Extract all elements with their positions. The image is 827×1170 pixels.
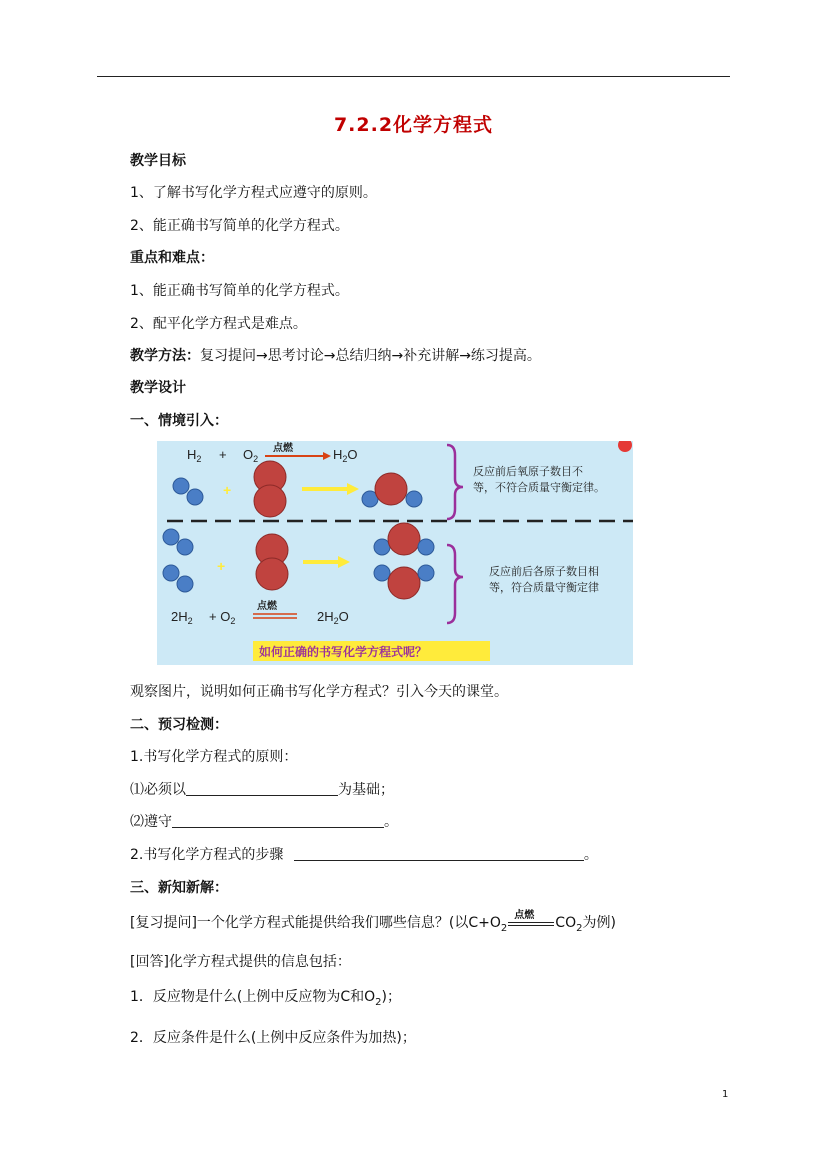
eq2-right: $2H_2O$ — [317, 609, 349, 626]
question-1: 1.书写化学方程式的原则： — [130, 749, 298, 765]
eq1-condition: 点燃 — [273, 443, 293, 454]
note-2-line-2: 等，符合质量守衡定律 — [489, 582, 599, 594]
goal-1: 1、了解书写化学方程式应遵守的原则。 — [130, 185, 377, 201]
info-1-subscript: 2 — [375, 996, 382, 1008]
product-formula: CO — [555, 915, 577, 931]
key-1: 1、能正确书写简单的化学方程式。 — [130, 283, 349, 299]
plus-sign: + — [223, 482, 232, 498]
section-1-heading: 一、情境引入： — [130, 413, 228, 429]
h-atom — [418, 539, 434, 555]
product-subscript: 2 — [576, 922, 583, 934]
review-question-suffix: 为例) — [582, 915, 616, 931]
page-title: 7.2.2化学方程式 — [333, 114, 494, 136]
question-text: 如何正确的书写化学方程式呢？ — [259, 645, 428, 659]
h-atom — [406, 491, 422, 507]
eq1-h2: $H_2$ — [187, 447, 202, 464]
yellow-arrowhead — [347, 483, 359, 495]
info-1-suffix: )； — [381, 989, 402, 1005]
h-atom — [418, 565, 434, 581]
key-heading: 重点和难点： — [130, 250, 214, 266]
info-2: 2．反应条件是什么(上例中反应条件为加热)； — [130, 1030, 416, 1046]
answer-line: [回答]化学方程式提供的信息包括： — [130, 954, 351, 970]
section-2-heading: 二、预习检测： — [130, 717, 228, 733]
question-1a-prefix: ⑴必须以 — [130, 782, 186, 798]
question-1a — [130, 779, 394, 799]
eq1-o2: $O_2$ — [243, 447, 259, 464]
method-text: 复习提问→思考讨论→总结归纳→补充讲解→练习提高。 — [200, 348, 541, 364]
eq2-left: $2H_2$ — [171, 609, 193, 626]
brace-top — [447, 445, 463, 519]
corner-badge — [618, 441, 632, 452]
header-rule — [97, 76, 730, 77]
molecule-diagram — [157, 441, 633, 665]
o-atom — [388, 567, 420, 599]
fill-in-blank[interactable] — [186, 781, 338, 796]
o-atom — [375, 473, 407, 505]
h-atom — [177, 539, 193, 555]
eq2-condition: 点燃 — [257, 601, 277, 612]
reaction-condition: 点燃 — [514, 910, 535, 921]
question-1b — [130, 811, 398, 831]
o-atom — [256, 558, 288, 590]
section-3-heading: 三、新知新解： — [130, 880, 228, 896]
intro-figure — [157, 441, 633, 665]
review-question-text: [复习提问]一个化学方程式能提供给我们哪些信息？(以C+O — [130, 915, 501, 931]
h-atom — [163, 529, 179, 545]
eq2-o2: + $O_2$ — [209, 609, 236, 626]
question-2-suffix: 。 — [583, 847, 598, 863]
goal-2: 2、能正确书写简单的化学方程式。 — [130, 218, 349, 234]
key-2: 2、配平化学方程式是难点。 — [130, 316, 307, 332]
h-atom — [374, 565, 390, 581]
goals-heading: 教学目标 — [130, 153, 186, 169]
method-line — [130, 345, 541, 365]
yellow-arrowhead — [338, 556, 350, 568]
h-atom — [374, 539, 390, 555]
h-atom — [163, 565, 179, 581]
h-atom — [177, 576, 193, 592]
o-atom — [254, 485, 286, 517]
question-2 — [130, 844, 598, 864]
figure-caption: 观察图片，说明如何正确书写化学方程式？引入今天的课堂。 — [130, 684, 508, 700]
info-1 — [130, 986, 401, 1008]
method-label: 教学方法： — [130, 348, 200, 364]
fill-in-blank[interactable] — [294, 846, 584, 861]
eq1-arrowhead — [323, 452, 331, 460]
note-1-line-2: 等，不符合质量守衡定律。 — [473, 482, 605, 494]
page-number: 1 — [722, 1089, 729, 1100]
design-heading: 教学设计 — [130, 380, 186, 396]
question-2-prefix: 2.书写化学方程式的步骤 — [130, 847, 284, 863]
review-subscript: 2 — [500, 922, 508, 934]
eq1-h2o: $H_2O$ — [333, 447, 358, 464]
info-1-text: 1．反应物是什么(上例中反应物为C和O — [130, 989, 376, 1005]
plus-sign: + — [217, 558, 226, 574]
o-atom — [388, 523, 420, 555]
h-atom — [187, 489, 203, 505]
question-1b-prefix: ⑵遵守 — [130, 814, 172, 830]
question-1b-suffix: 。 — [384, 814, 398, 830]
note-1-line-1: 反应前后氧原子数目不 — [473, 466, 583, 478]
note-2-line-1: 反应前后各原子数目相 — [489, 566, 599, 578]
eq1-plus: + — [219, 447, 227, 462]
question-1a-suffix: 为基础； — [338, 782, 394, 798]
fill-in-blank[interactable] — [172, 813, 384, 828]
equals-sign — [508, 910, 554, 929]
h-atom — [173, 478, 189, 494]
review-question — [130, 912, 616, 934]
brace-bottom — [447, 545, 463, 623]
